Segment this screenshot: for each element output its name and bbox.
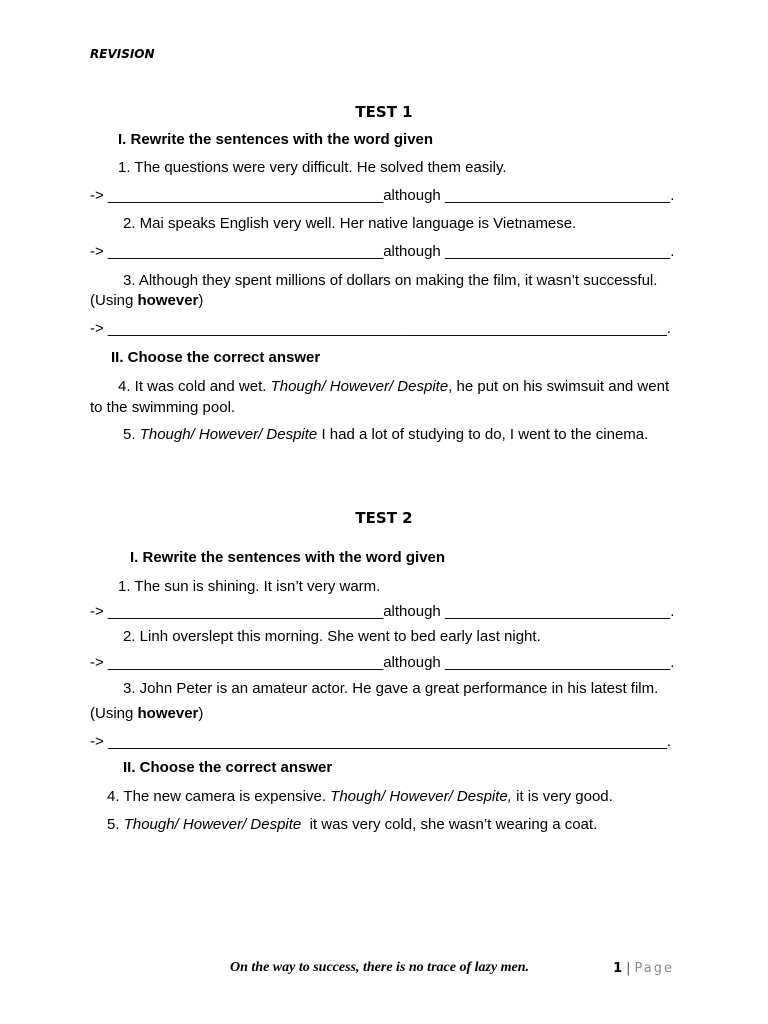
- test-2-answer-1: -> _________________________________although ___________________________.: [90, 603, 675, 620]
- test-1-answer-3: -> ___________________________________________________________________.: [90, 320, 672, 337]
- test-1-rewrite-heading: I. Rewrite the sentences with the word given: [118, 131, 434, 148]
- test-1-choose-heading: II. Choose the correct answer: [111, 349, 321, 366]
- footer-motto: On the way to success, there is no trace of lazy men.: [230, 960, 530, 975]
- test-1-question-2: 2. Mai speaks English very well. Her native language is Vietnamese.: [123, 215, 577, 232]
- page-separator: |: [626, 961, 631, 976]
- test-1-question-3-using: (Using however): [90, 292, 204, 309]
- test-1-title: TEST 1: [355, 103, 413, 121]
- test-2-question-4: 4. The new camera is expensive. Though/ However/ Despite, it is very good.: [107, 788, 613, 805]
- test-2-answer-2: -> _________________________________although ___________________________.: [90, 654, 675, 671]
- test-2-question-3-using: (Using however): [90, 705, 204, 722]
- test-2-question-2: 2. Linh overslept this morning. She went to bed early last night.: [123, 628, 541, 645]
- test-1-answer-1: -> _________________________________although ___________________________.: [90, 187, 675, 204]
- page-label: Page: [634, 961, 674, 976]
- test-2-question-1: 1. The sun is shining. It isn’t very warm.: [118, 578, 381, 595]
- test-2-question-3: 3. John Peter is an amateur actor. He gave a great performance in his latest film.: [123, 680, 659, 697]
- page-number-indicator: [613, 961, 674, 976]
- test-1-question-3: 3. Although they spent millions of dollars on making the film, it wasn’t successful.: [123, 272, 658, 289]
- test-1-question-1: 1. The questions were very difficult. He solved them easily.: [118, 159, 507, 176]
- test-1-answer-2: -> _________________________________although ___________________________.: [90, 243, 675, 260]
- test-2-question-5: 5. Though/ However/ Despite it was very cold, she wasn’t wearing a coat.: [107, 816, 598, 833]
- test-2-rewrite-heading: I. Rewrite the sentences with the word given: [130, 549, 446, 566]
- test-2-choose-heading: II. Choose the correct answer: [123, 759, 333, 776]
- test-2-answer-3: -> ___________________________________________________________________.: [90, 733, 672, 750]
- test-1-question-4: 4. It was cold and wet. Though/ However/ Despite, he put on his swimsuit and went to the swimming pool.: [90, 378, 670, 416]
- page-header: REVISION: [90, 47, 155, 61]
- test-1-question-5: 5. Though/ However/ Despite I had a lot of studying to do, I went to the cinema.: [123, 426, 649, 443]
- page-number: 1: [613, 961, 623, 976]
- test-2-title: TEST 2: [355, 509, 413, 527]
